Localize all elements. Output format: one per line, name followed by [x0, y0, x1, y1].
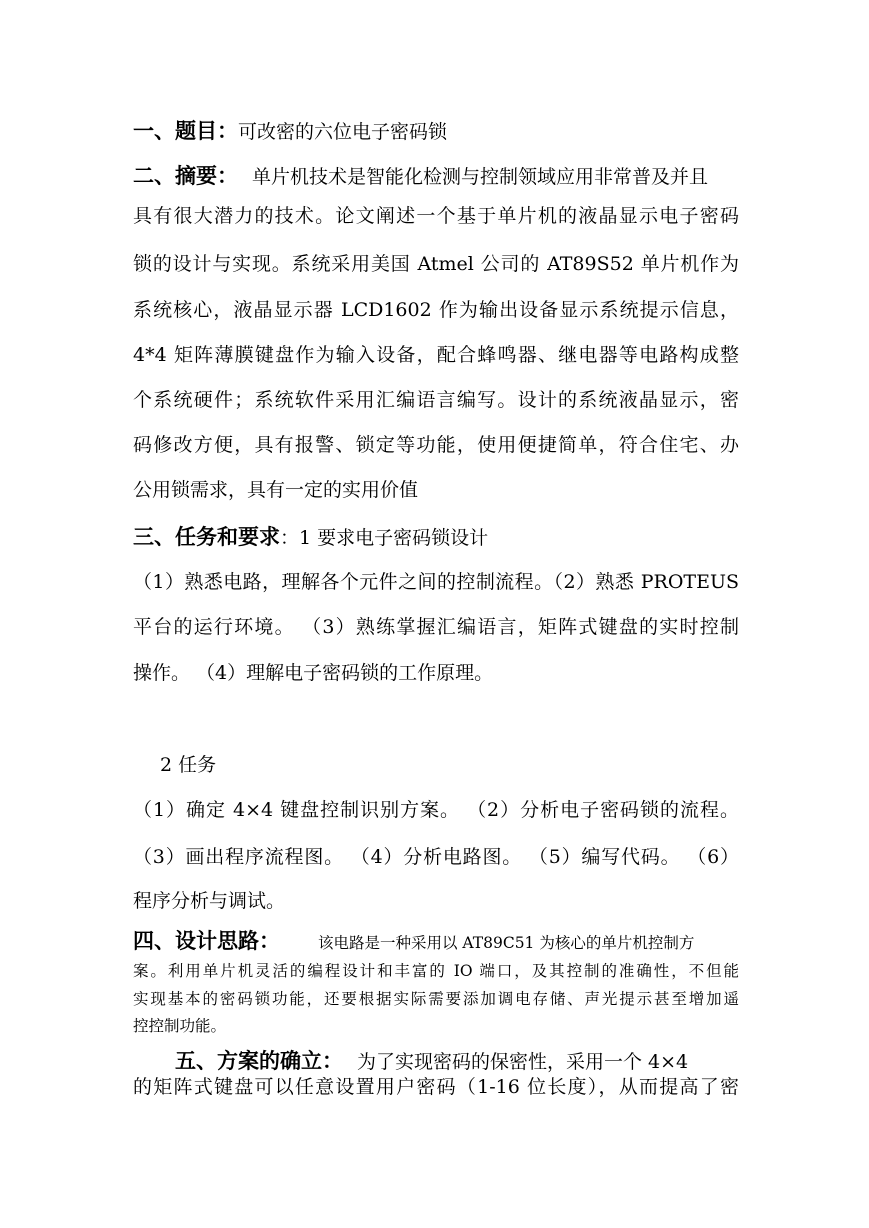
sec4-line: 控控制功能。 [133, 1017, 227, 1035]
sec2-line: 具有很大潜力的技术。论文阐述一个基于单片机的液晶显示电子密码 [133, 205, 739, 227]
sec2-line: 个系统硬件；系统软件采用汇编语言编写。设计的系统液晶显示，密 [133, 389, 739, 411]
sec3-sub2: 2 任务 [160, 754, 217, 776]
sec4-heading: 四、设计思路： [133, 928, 280, 953]
sec3-sub1: ：1 要求电子密码锁设计 [280, 527, 489, 549]
sec2-line: 公用锁需求，具有一定的实用价值 [133, 479, 419, 501]
sec2-text: 单片机技术是智能化检测与控制领域应用非常普及并且 [252, 166, 709, 188]
sec3-req-line: 操作。 （4）理解电子密码锁的工作原理。 [133, 662, 494, 684]
sec1-line [133, 116, 739, 147]
sec2-line: 码修改方便，具有报警、锁定等功能，使用便捷简单，符合住宅、办 [133, 434, 739, 456]
sec3-req-line: 平台的运行环境。 （3）熟练掌握汇编语言，矩阵式键盘的实时控制 [133, 616, 739, 638]
sec1-heading: 一、题目： [133, 118, 238, 143]
sec2-line: 系统核心，液晶显示器 LCD1602 作为输出设备显示系统提示信息， [133, 299, 739, 321]
sec1-title: 可改密的六位电子密码锁 [238, 121, 448, 143]
sec2-line-1 [133, 161, 739, 192]
sec3-task-line: （3）画出程序流程图。 （4）分析电路图。 （5）编写代码。 （6） [133, 846, 739, 868]
sec2-line: 锁的设计与实现。系统采用美国 Atmel 公司的 AT89S52 单片机作为 [133, 253, 739, 275]
sec4-line: 案。利用单片机灵活的编程设计和丰富的 IO 端口，及其控制的准确性，不但能 [133, 962, 739, 980]
sec5-line: 的矩阵式键盘可以任意设置用户密码（1-16 位长度），从而提高了密 [133, 1076, 739, 1098]
sec5-text: 为了实现密码的保密性，采用一个 4×4 [357, 1051, 689, 1073]
sec4-line: 实现基本的密码锁功能，还要根据实际需要添加调电存储、声光提示甚至增加遥 [133, 990, 739, 1008]
sec3-line-1 [133, 522, 739, 553]
sec3-task-line: （1）确定 4×4 键盘控制识别方案。 （2）分析电子密码锁的流程。 [133, 799, 739, 821]
sec3-heading: 三、任务和要求 [133, 524, 280, 549]
sec2-line: 4*4 矩阵薄膜键盘作为输入设备，配合蜂鸣器、继电器等电路构成整 [133, 344, 739, 366]
sec4-text: 该电路是一种采用以 AT89C51 为核心的单片机控制方 [318, 934, 695, 952]
sec2-heading: 二、摘要： [133, 163, 238, 188]
sec5-heading: 五、方案的确立： [175, 1048, 343, 1073]
sec3-task-line: 程序分析与调试。 [133, 890, 286, 912]
sec3-req-line: （1）熟悉电路，理解各个元件之间的控制流程。（2）熟悉 PROTEUS [133, 571, 739, 593]
sec4-line-1 [133, 928, 739, 956]
